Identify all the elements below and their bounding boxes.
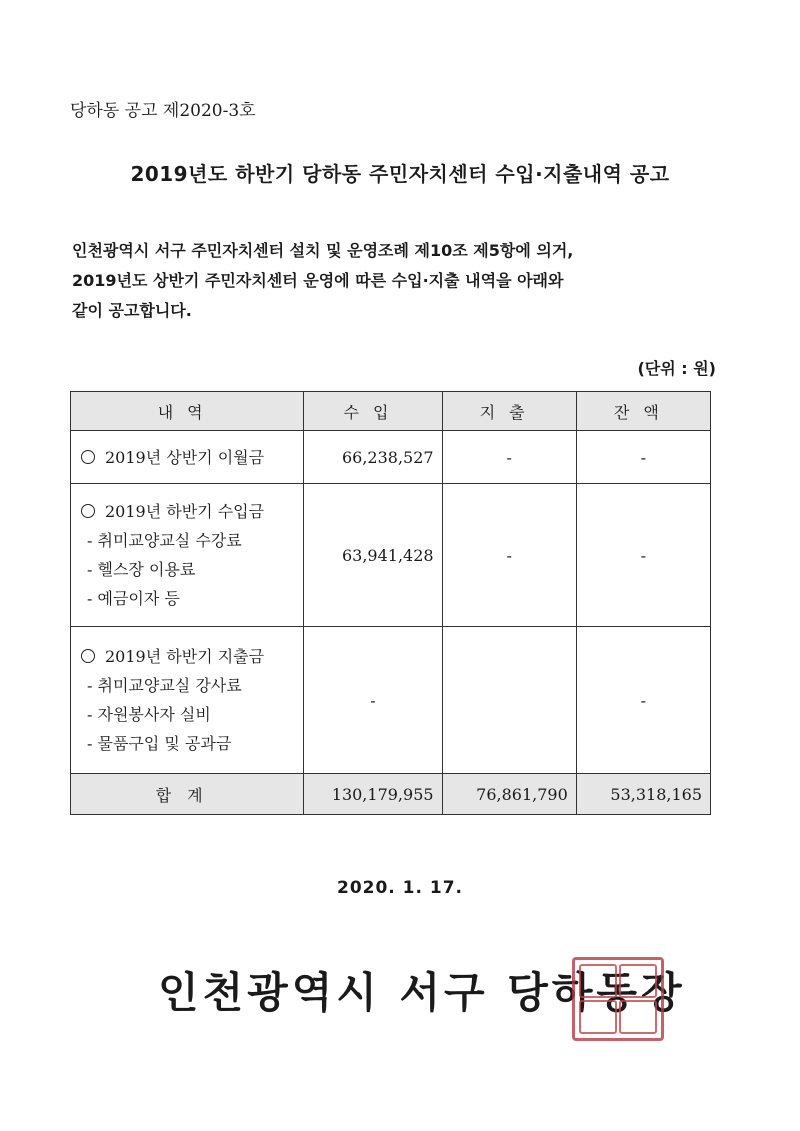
ledger-table xyxy=(70,391,711,815)
seal-quadrant xyxy=(619,964,657,998)
unit-label: (단위 : 원) xyxy=(637,359,716,378)
total-expense: 76,861,790 xyxy=(442,774,576,815)
row-item: - 취미교양교실 강사료 xyxy=(87,676,242,695)
total-balance: 53,318,165 xyxy=(576,774,710,815)
row-title: 2019년 상반기 이월금 xyxy=(105,447,265,467)
notice-date: 2020. 1. 17. xyxy=(336,878,463,898)
row-balance: - xyxy=(576,431,710,484)
header-description: 내역 xyxy=(71,392,304,431)
row-description xyxy=(71,431,304,484)
total-row xyxy=(71,774,711,815)
body-line: 인천광역시 서구 주민자치센터 설치 및 운영조례 제10조 제5항에 의거, xyxy=(72,241,574,260)
row-title: 2019년 하반기 지출금 xyxy=(105,647,265,666)
notice-title: 2019년도 하반기 당하동 주민자치센터 수입·지출내역 공고 xyxy=(130,162,670,186)
header-expense: 지출 xyxy=(442,392,576,431)
notice-number: 당하동 공고 제2020-3호 xyxy=(70,101,256,121)
row-description xyxy=(71,627,304,774)
row-balance: - xyxy=(576,484,710,627)
row-item: - 예금이자 등 xyxy=(87,589,180,608)
signer-name: 인천광역시 서구 당하동장 xyxy=(158,968,686,1017)
body-line: 2019년도 상반기 주민자치센터 운영에 따른 수입·지출 내역을 아래와 xyxy=(72,271,564,290)
total-income: 130,179,955 xyxy=(304,774,442,815)
row-income: - xyxy=(304,627,442,774)
circle-bullet-icon xyxy=(81,504,95,518)
circle-bullet-icon xyxy=(81,649,95,663)
seal-quadrant xyxy=(579,1000,617,1034)
table-row xyxy=(71,484,711,627)
table-row xyxy=(71,431,711,484)
total-label: 합계 xyxy=(71,774,304,815)
row-expense xyxy=(442,627,576,774)
header-income: 수입 xyxy=(304,392,442,431)
body-line: 같이 공고합니다. xyxy=(72,301,192,320)
row-title: 2019년 하반기 수입금 xyxy=(105,502,265,521)
circle-bullet-icon xyxy=(81,450,95,464)
notice-body xyxy=(72,236,732,326)
row-item: - 취미교양교실 수강료 xyxy=(87,531,242,550)
row-balance: - xyxy=(576,627,710,774)
table-header-row xyxy=(71,392,711,431)
row-item: - 헬스장 이용료 xyxy=(87,560,196,579)
seal-quadrant xyxy=(579,964,617,998)
row-income: 63,941,428 xyxy=(304,484,442,627)
row-expense: - xyxy=(442,431,576,484)
header-balance: 잔액 xyxy=(576,392,710,431)
row-expense: - xyxy=(442,484,576,627)
row-description xyxy=(71,484,304,627)
table-row xyxy=(71,627,711,774)
row-item: - 자원봉사자 실비 xyxy=(87,705,211,724)
seal-quadrant xyxy=(619,1000,657,1034)
official-seal-icon xyxy=(572,957,664,1041)
row-item: - 물품구입 및 공과금 xyxy=(87,734,232,753)
row-income: 66,238,527 xyxy=(304,431,442,484)
